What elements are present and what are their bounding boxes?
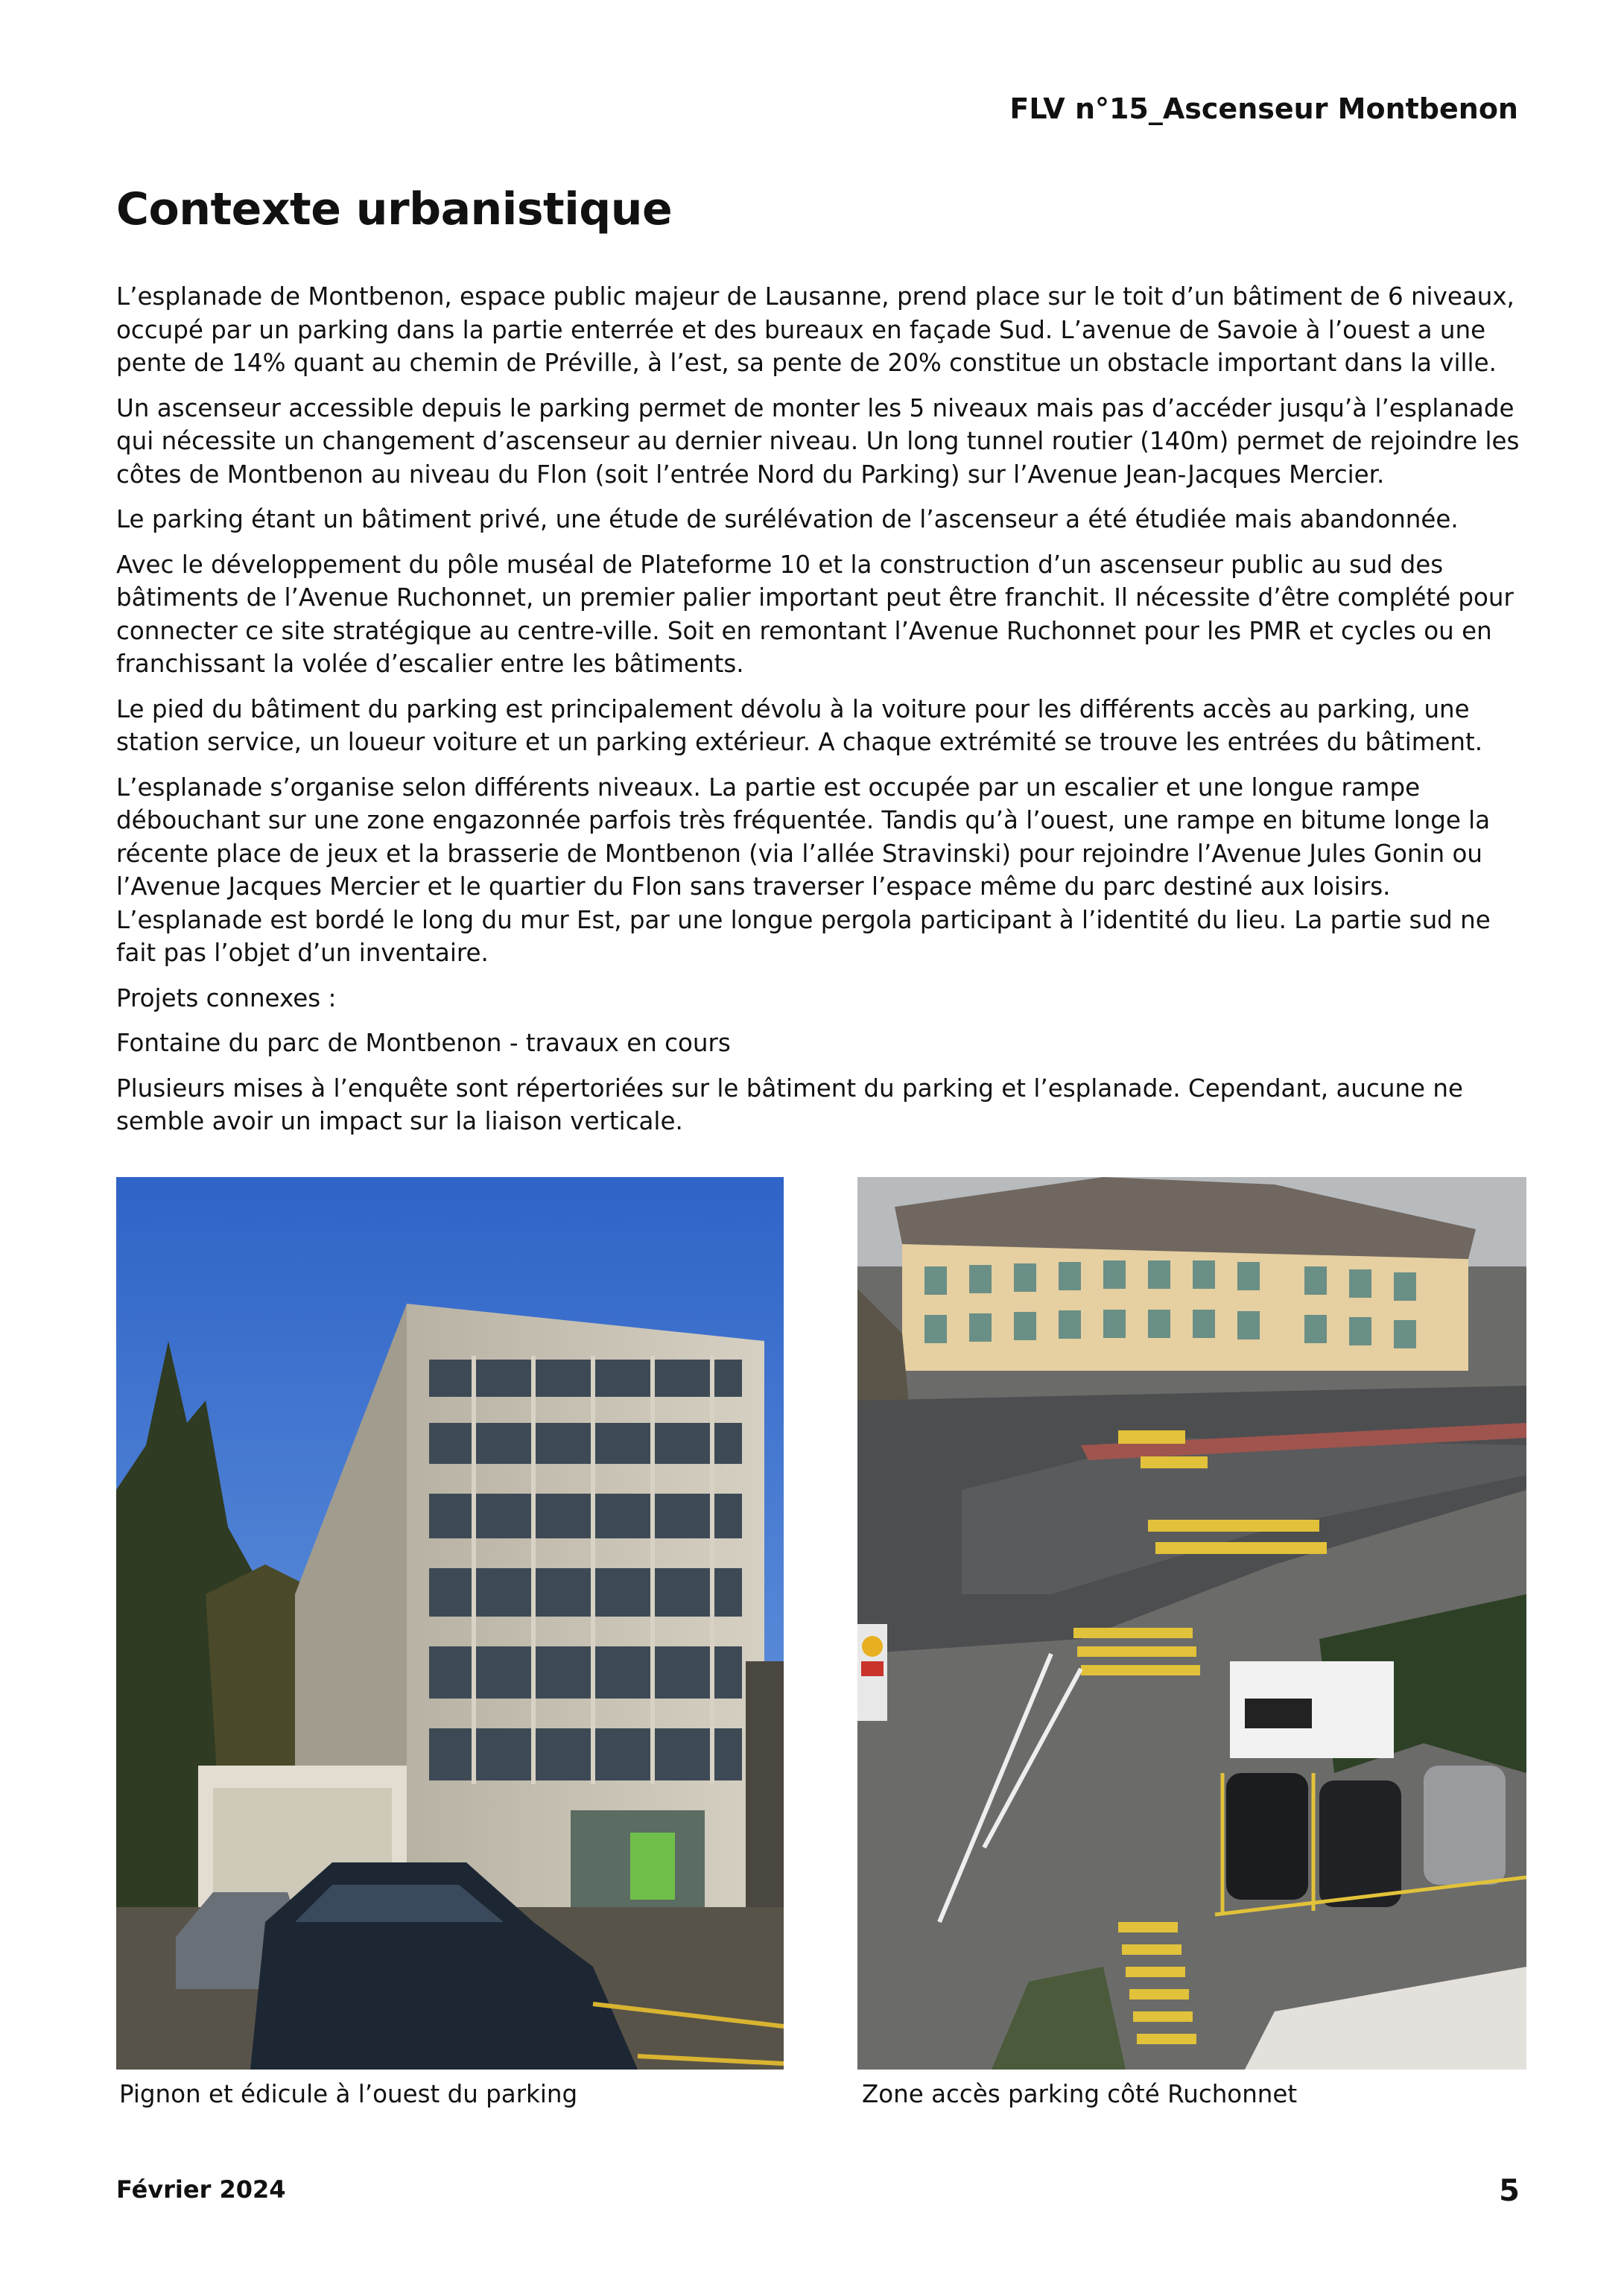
paragraph: Avec le développement du pôle muséal de Plateforme 10 et la construction d’un ascenseur public au sud des bâtiments de l’Avenue Ruchonnet, un premier palier important peut être franchit. Il nécessite d’être complété pour connecter ce site stratégique au centre-ville. Soit en remontant l’Avenue Ruchonnet pour les PMR et cycles ou en franchissant la volée d’escalier entre les bâtiments. (116, 550, 1514, 678)
paragraph: Plusieurs mises à l’enquête sont répertoriées sur le bâtiment du parking et l’esplanade. Cependant, aucune ne semble avoir un impact sur la liaison verticale. (116, 1074, 1463, 1135)
paragraph: Un ascenseur accessible depuis le parking permet de monter les 5 niveaux mais pas d’accéder jusqu’à l’esplanade qui nécessite un changement d’ascenseur au dernier niveau. Un long tunnel routier (140m) permet de rejoindre les côtes de Montbenon au niveau du Flon (soit l’entrée Nord du Parking) sur l’Avenue Jean-Jacques Mercier. (116, 393, 1520, 489)
photo-building-gable (116, 1177, 784, 2070)
photo-caption: Pignon et édicule à l’ouest du parking (119, 2080, 578, 2108)
paragraph: Fontaine du parc de Montbenon - travaux en cours (116, 1029, 731, 1057)
page-title: Contexte urbanistique (116, 183, 673, 235)
paragraph: L’esplanade de Montbenon, espace public majeur de Lausanne, prend place sur le toit d’un bâtiment de 6 niveaux, occupé par un parking dans la partie enterrée et des bureaux en façade Sud. L’avenue de Savoie à l’ouest a une pente de 14% quant au chemin de Préville, à l’est, sa pente de 20% constitue un obstacle important dans la ville. (116, 282, 1514, 377)
paragraph: Le parking étant un bâtiment privé, une étude de surélévation de l’ascenseur a été étudiée mais abandonnée. (116, 505, 1459, 533)
photo-parking-access (857, 1177, 1526, 2070)
body-text (116, 280, 1532, 1150)
page-number: 5 (1499, 2174, 1520, 2208)
photo-caption: Zone accès parking côté Ruchonnet (862, 2080, 1298, 2108)
paragraph: Le pied du bâtiment du parking est principalement dévolu à la voiture pour les différents accès au parking, une station service, un loueur voiture et un parking extérieur. A chaque extrémité se trouve les entrées du bâtiment. (116, 694, 1483, 756)
footer-date: Février 2024 (116, 2175, 286, 2204)
paragraph: Projets connexes : (116, 983, 337, 1012)
paragraph: L’esplanade s’organise selon différents niveaux. La partie est occupée par un escalier et une longue rampe débouchant sur une zone engazonnée parfois très fréquentée. Tandis qu’à l’ouest, une rampe en bitume longe la récente place de jeux et la brasserie de Montbenon (via l’allée Stravinski) pour rejoindre l’Avenue Jules Gonin ou l’Avenue Jacques Mercier et le quartier du Flon sans traverser l’espace même du parc destiné aux loisirs. L’esplanade est bordé le long du mur Est, par une longue pergola participant à l’identité du lieu. La partie sud ne fait pas l’objet d’un inventaire. (116, 773, 1491, 967)
document-reference: FLV n°15_Ascenseur Montbenon (1009, 92, 1518, 125)
